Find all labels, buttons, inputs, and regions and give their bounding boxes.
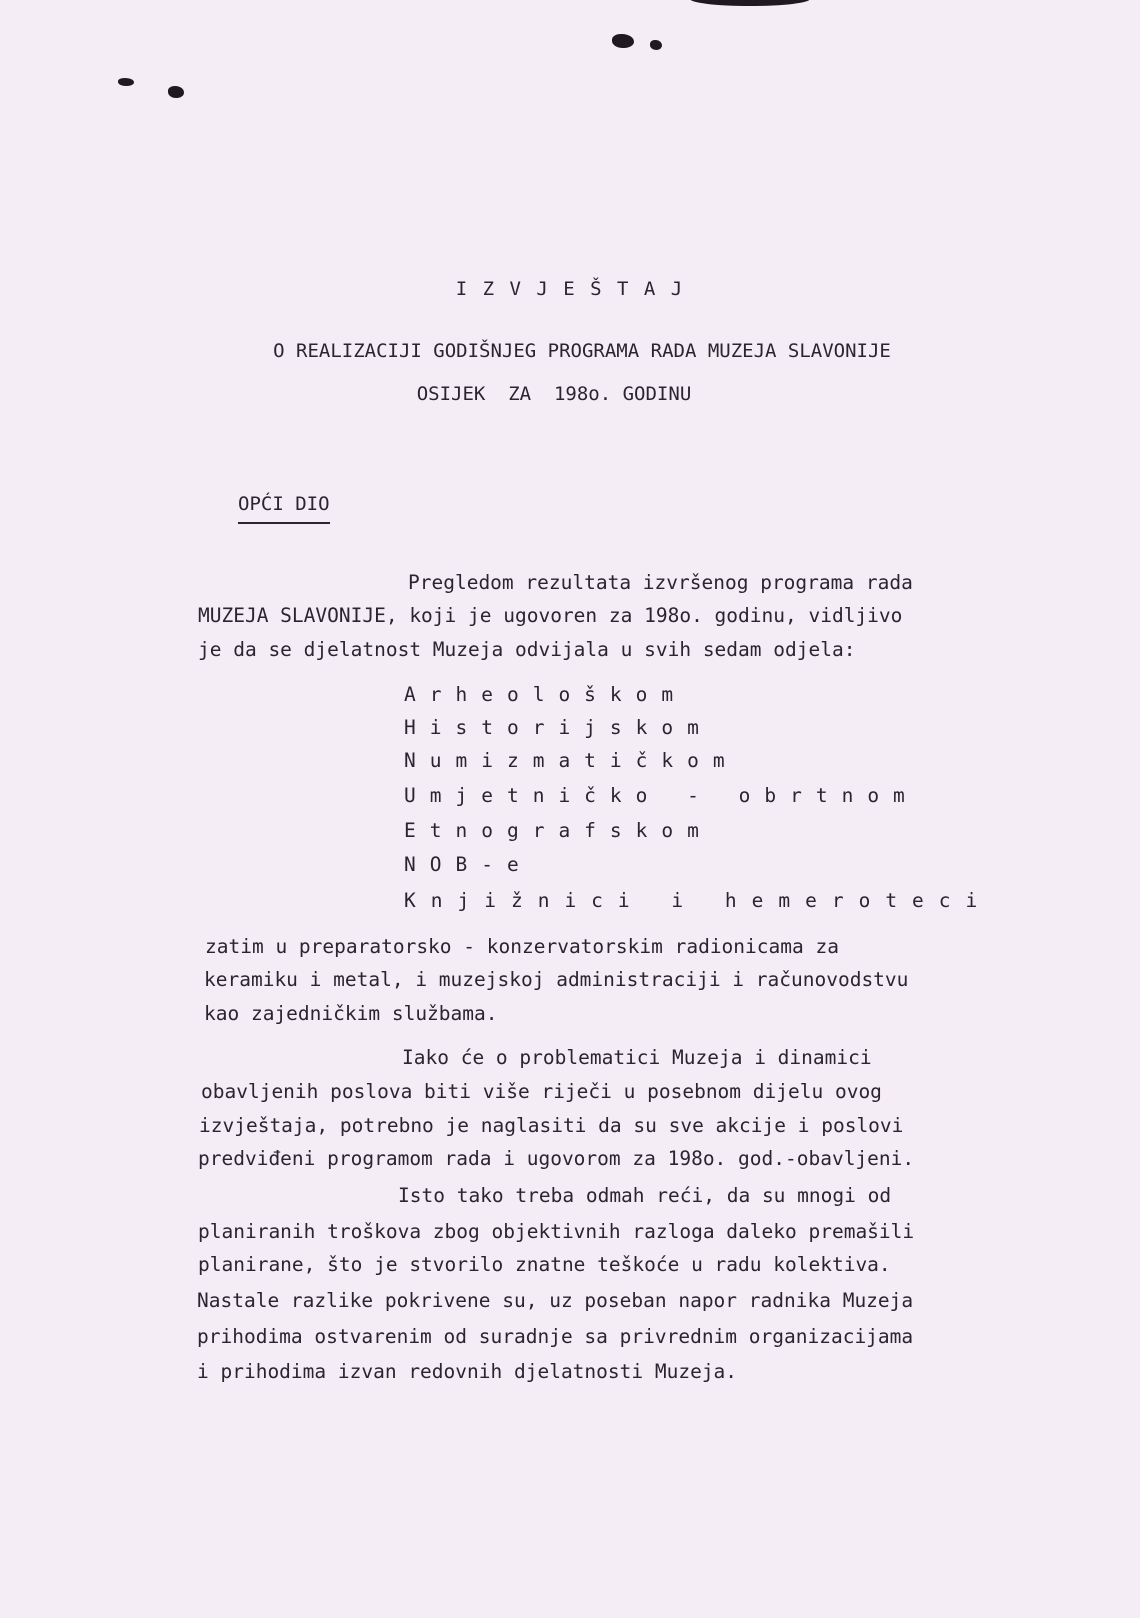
section-heading: OPĆI DIO xyxy=(238,493,330,524)
punch-hole-mark xyxy=(168,86,184,98)
document-subtitle-year: OSIJEK ZA 198o. GODINU xyxy=(416,383,692,405)
body-line: Iako će o problematici Muzeja i dinamici xyxy=(402,1046,872,1069)
body-line: obavljenih poslova biti više riječi u posebnom dijelu ovog xyxy=(201,1080,882,1103)
intro-line: Pregledom rezultata izvršenog programa rada xyxy=(408,571,913,594)
department-item: Knjižnici i hemeroteci xyxy=(404,889,993,912)
department-item: Historijskom xyxy=(404,716,713,739)
punch-hole-mark xyxy=(650,40,662,50)
department-item: Umjetničko - obrtnom xyxy=(404,784,919,807)
punch-hole-mark xyxy=(612,34,634,48)
department-item: Etnografskom xyxy=(404,819,713,842)
body-line: izvještaja, potrebno je naglasiti da su sve akcije i poslovi xyxy=(199,1114,904,1137)
body-line: kao zajedničkim službama. xyxy=(204,1002,498,1025)
department-item: NOB-e xyxy=(404,853,533,876)
punch-hole-mark xyxy=(118,78,134,86)
intro-line: MUZEJA SLAVONIJE, koji je ugovoren za 198o. godinu, vidljivo xyxy=(198,604,903,627)
body-line: Nastale razlike pokrivene su, uz poseban napor radnika Muzeja xyxy=(197,1289,914,1312)
body-line: planirane, što je stvorilo znatne teškoće u radu kolektiva. xyxy=(198,1253,891,1276)
top-edge-mark xyxy=(690,0,810,6)
department-item: Arheološkom xyxy=(404,683,688,706)
body-line: keramiku i metal, i muzejskoj administraciji i računovodstvu xyxy=(204,968,909,991)
body-line: planiranih troškova zbog objektivnih razloga daleko premašili xyxy=(198,1220,915,1243)
document-subtitle: O REALIZACIJI GODIŠNJEG PROGRAMA RADA MUZEJA SLAVONIJE xyxy=(273,340,891,362)
intro-line: je da se djelatnost Muzeja odvijala u svih sedam odjela: xyxy=(198,638,856,661)
department-item: Numizmatičkom xyxy=(404,749,739,772)
body-line: i prihodima izvan redovnih djelatnosti Muzeja. xyxy=(197,1360,738,1383)
body-line: predviđeni programom rada i ugovorom za 198o. god.-obavljeni. xyxy=(198,1147,915,1170)
body-line: Isto tako treba odmah reći, da su mnogi od xyxy=(398,1184,892,1207)
body-line: zatim u preparatorsko - konzervatorskim radionicama za xyxy=(205,935,839,958)
document-title: I Z V J E Š T A J xyxy=(455,278,685,300)
body-line: prihodima ostvarenim od suradnje sa privrednim organizacijama xyxy=(197,1325,914,1348)
